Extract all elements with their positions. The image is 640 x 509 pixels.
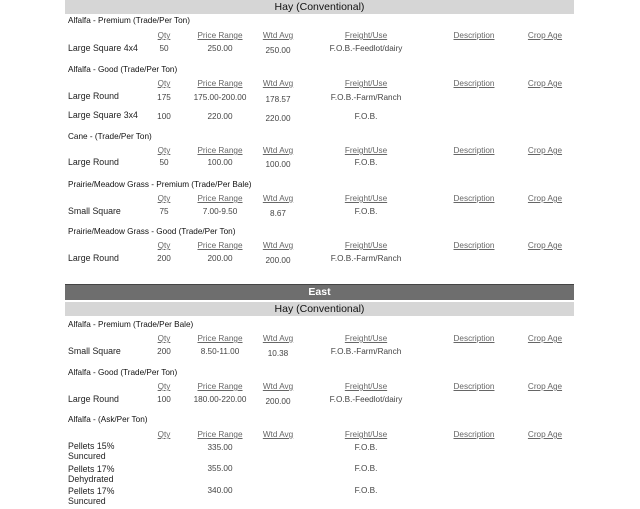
row-name-line1: Pellets 17% (68, 464, 115, 474)
row-wtd-avg: 8.67 (270, 209, 286, 218)
crop-age-header: Crop Age (527, 334, 563, 343)
row-price-range: 250.00 (207, 44, 233, 53)
description-header: Description (453, 194, 495, 203)
price-range-header: Price Range (197, 241, 243, 250)
region-bar-east: East (65, 284, 574, 300)
row-qty: 175 (157, 93, 171, 102)
row-name-line2: Suncured (68, 451, 106, 461)
description-header: Description (453, 430, 495, 439)
row-freight: F.O.B.-Feedlot/dairy (329, 44, 403, 53)
crop-age-header: Crop Age (527, 31, 563, 40)
row-name: Large Square 3x4 (68, 110, 138, 120)
freight-use-header: Freight/Use (344, 241, 388, 250)
description-header: Description (453, 31, 495, 40)
wtd-avg-header: Wtd Avg (262, 334, 294, 343)
row-name-line2: Suncured (68, 496, 106, 506)
row-name: Large Round (68, 253, 119, 263)
price-range-header: Price Range (197, 382, 243, 391)
row-freight: F.O.B.-Farm/Ranch (330, 93, 402, 102)
row-price-range: 8.50-11.00 (200, 347, 240, 356)
row-qty: 100 (157, 395, 171, 404)
freight-use-header: Freight/Use (344, 382, 388, 391)
row-freight: F.O.B. (354, 207, 378, 216)
description-header: Description (453, 79, 495, 88)
freight-use-header: Freight/Use (344, 430, 388, 439)
category-title: Prairie/Meadow Grass - Premium (Trade/Per Bale) (68, 180, 252, 189)
freight-use-header: Freight/Use (344, 79, 388, 88)
description-header: Description (453, 334, 495, 343)
price-range-header: Price Range (197, 430, 243, 439)
category-title: Alfalfa - Premium (Trade/Per Ton) (68, 16, 190, 25)
row-price-range: 200.00 (207, 254, 233, 263)
row-price-range: 220.00 (207, 112, 233, 121)
crop-age-header: Crop Age (527, 430, 563, 439)
wtd-avg-header: Wtd Avg (262, 194, 294, 203)
row-qty: 200 (157, 254, 171, 263)
row-price-range: 180.00-220.00 (193, 395, 247, 404)
row-freight: F.O.B.-Farm/Ranch (330, 254, 402, 263)
row-qty: 50 (159, 158, 169, 167)
freight-use-header: Freight/Use (344, 146, 388, 155)
row-name-line1: Pellets 17% (68, 486, 115, 496)
row-wtd-avg: 250.00 (265, 46, 291, 55)
wtd-avg-header: Wtd Avg (262, 31, 294, 40)
row-price-range: 7.00-9.50 (202, 207, 238, 216)
crop-age-header: Crop Age (527, 241, 563, 250)
row-price-range: 355.00 (207, 464, 233, 473)
row-price-range: 340.00 (207, 486, 233, 495)
wtd-avg-header: Wtd Avg (262, 241, 294, 250)
row-price-range: 175.00-200.00 (193, 93, 247, 102)
category-title: Alfalfa - Premium (Trade/Per Bale) (68, 320, 194, 329)
row-wtd-avg: 10.38 (267, 349, 289, 358)
wtd-avg-header: Wtd Avg (262, 79, 294, 88)
description-header: Description (453, 146, 495, 155)
row-freight: F.O.B. (354, 158, 378, 167)
row-qty: 50 (159, 44, 169, 53)
row-name: Large Round (68, 91, 119, 101)
price-range-header: Price Range (197, 194, 243, 203)
row-name-line2: Dehydrated (68, 474, 114, 484)
row-name (68, 486, 114, 506)
category-title: Alfalfa - Good (Trade/Per Ton) (68, 65, 178, 74)
qty-header: Qty (157, 241, 171, 250)
row-wtd-avg: 178.57 (265, 95, 291, 104)
row-price-range: 100.00 (207, 158, 233, 167)
wtd-avg-header: Wtd Avg (262, 430, 294, 439)
description-header: Description (453, 241, 495, 250)
freight-use-header: Freight/Use (344, 31, 388, 40)
row-freight: F.O.B.-Feedlot/dairy (329, 395, 403, 404)
category-title: Prairie/Meadow Grass - Good (Trade/Per Ton) (68, 227, 236, 236)
row-wtd-avg: 220.00 (265, 114, 291, 123)
crop-age-header: Crop Age (527, 79, 563, 88)
row-name: Large Round (68, 157, 119, 167)
crop-age-header: Crop Age (527, 146, 563, 155)
row-name (68, 441, 114, 461)
row-name (68, 464, 114, 484)
row-qty: 75 (159, 207, 169, 216)
row-name-line1: Pellets 15% (68, 441, 115, 451)
category-title: Cane - (Trade/Per Ton) (68, 132, 152, 141)
row-name: Large Round (68, 394, 119, 404)
qty-header: Qty (157, 79, 171, 88)
row-qty: 100 (157, 112, 171, 121)
row-qty: 200 (157, 347, 171, 356)
row-freight: F.O.B. (354, 112, 378, 121)
row-freight: F.O.B. (354, 486, 378, 495)
row-freight: F.O.B. (354, 464, 378, 473)
row-name: Small Square (68, 346, 121, 356)
qty-header: Qty (157, 146, 171, 155)
section-bar-hay-conventional: Hay (Conventional) (65, 302, 574, 316)
category-title: Alfalfa - (Ask/Per Ton) (68, 415, 148, 424)
freight-use-header: Freight/Use (344, 334, 388, 343)
wtd-avg-header: Wtd Avg (262, 146, 294, 155)
qty-header: Qty (157, 31, 171, 40)
row-freight: F.O.B.-Farm/Ranch (330, 347, 402, 356)
freight-use-header: Freight/Use (344, 194, 388, 203)
price-range-header: Price Range (197, 146, 243, 155)
qty-header: Qty (157, 430, 171, 439)
section-bar-hay-conventional: Hay (Conventional) (65, 0, 574, 14)
description-header: Description (453, 382, 495, 391)
row-name: Large Square 4x4 (68, 43, 138, 53)
crop-age-header: Crop Age (527, 194, 563, 203)
qty-header: Qty (157, 194, 171, 203)
row-freight: F.O.B. (354, 443, 378, 452)
qty-header: Qty (157, 382, 171, 391)
wtd-avg-header: Wtd Avg (262, 382, 294, 391)
row-price-range: 335.00 (207, 443, 233, 452)
price-range-header: Price Range (197, 79, 243, 88)
crop-age-header: Crop Age (527, 382, 563, 391)
row-wtd-avg: 200.00 (265, 256, 291, 265)
row-wtd-avg: 200.00 (265, 397, 291, 406)
price-range-header: Price Range (197, 334, 243, 343)
qty-header: Qty (157, 334, 171, 343)
category-title: Alfalfa - Good (Trade/Per Ton) (68, 368, 178, 377)
price-range-header: Price Range (197, 31, 243, 40)
row-name: Small Square (68, 206, 121, 216)
row-wtd-avg: 100.00 (265, 160, 291, 169)
